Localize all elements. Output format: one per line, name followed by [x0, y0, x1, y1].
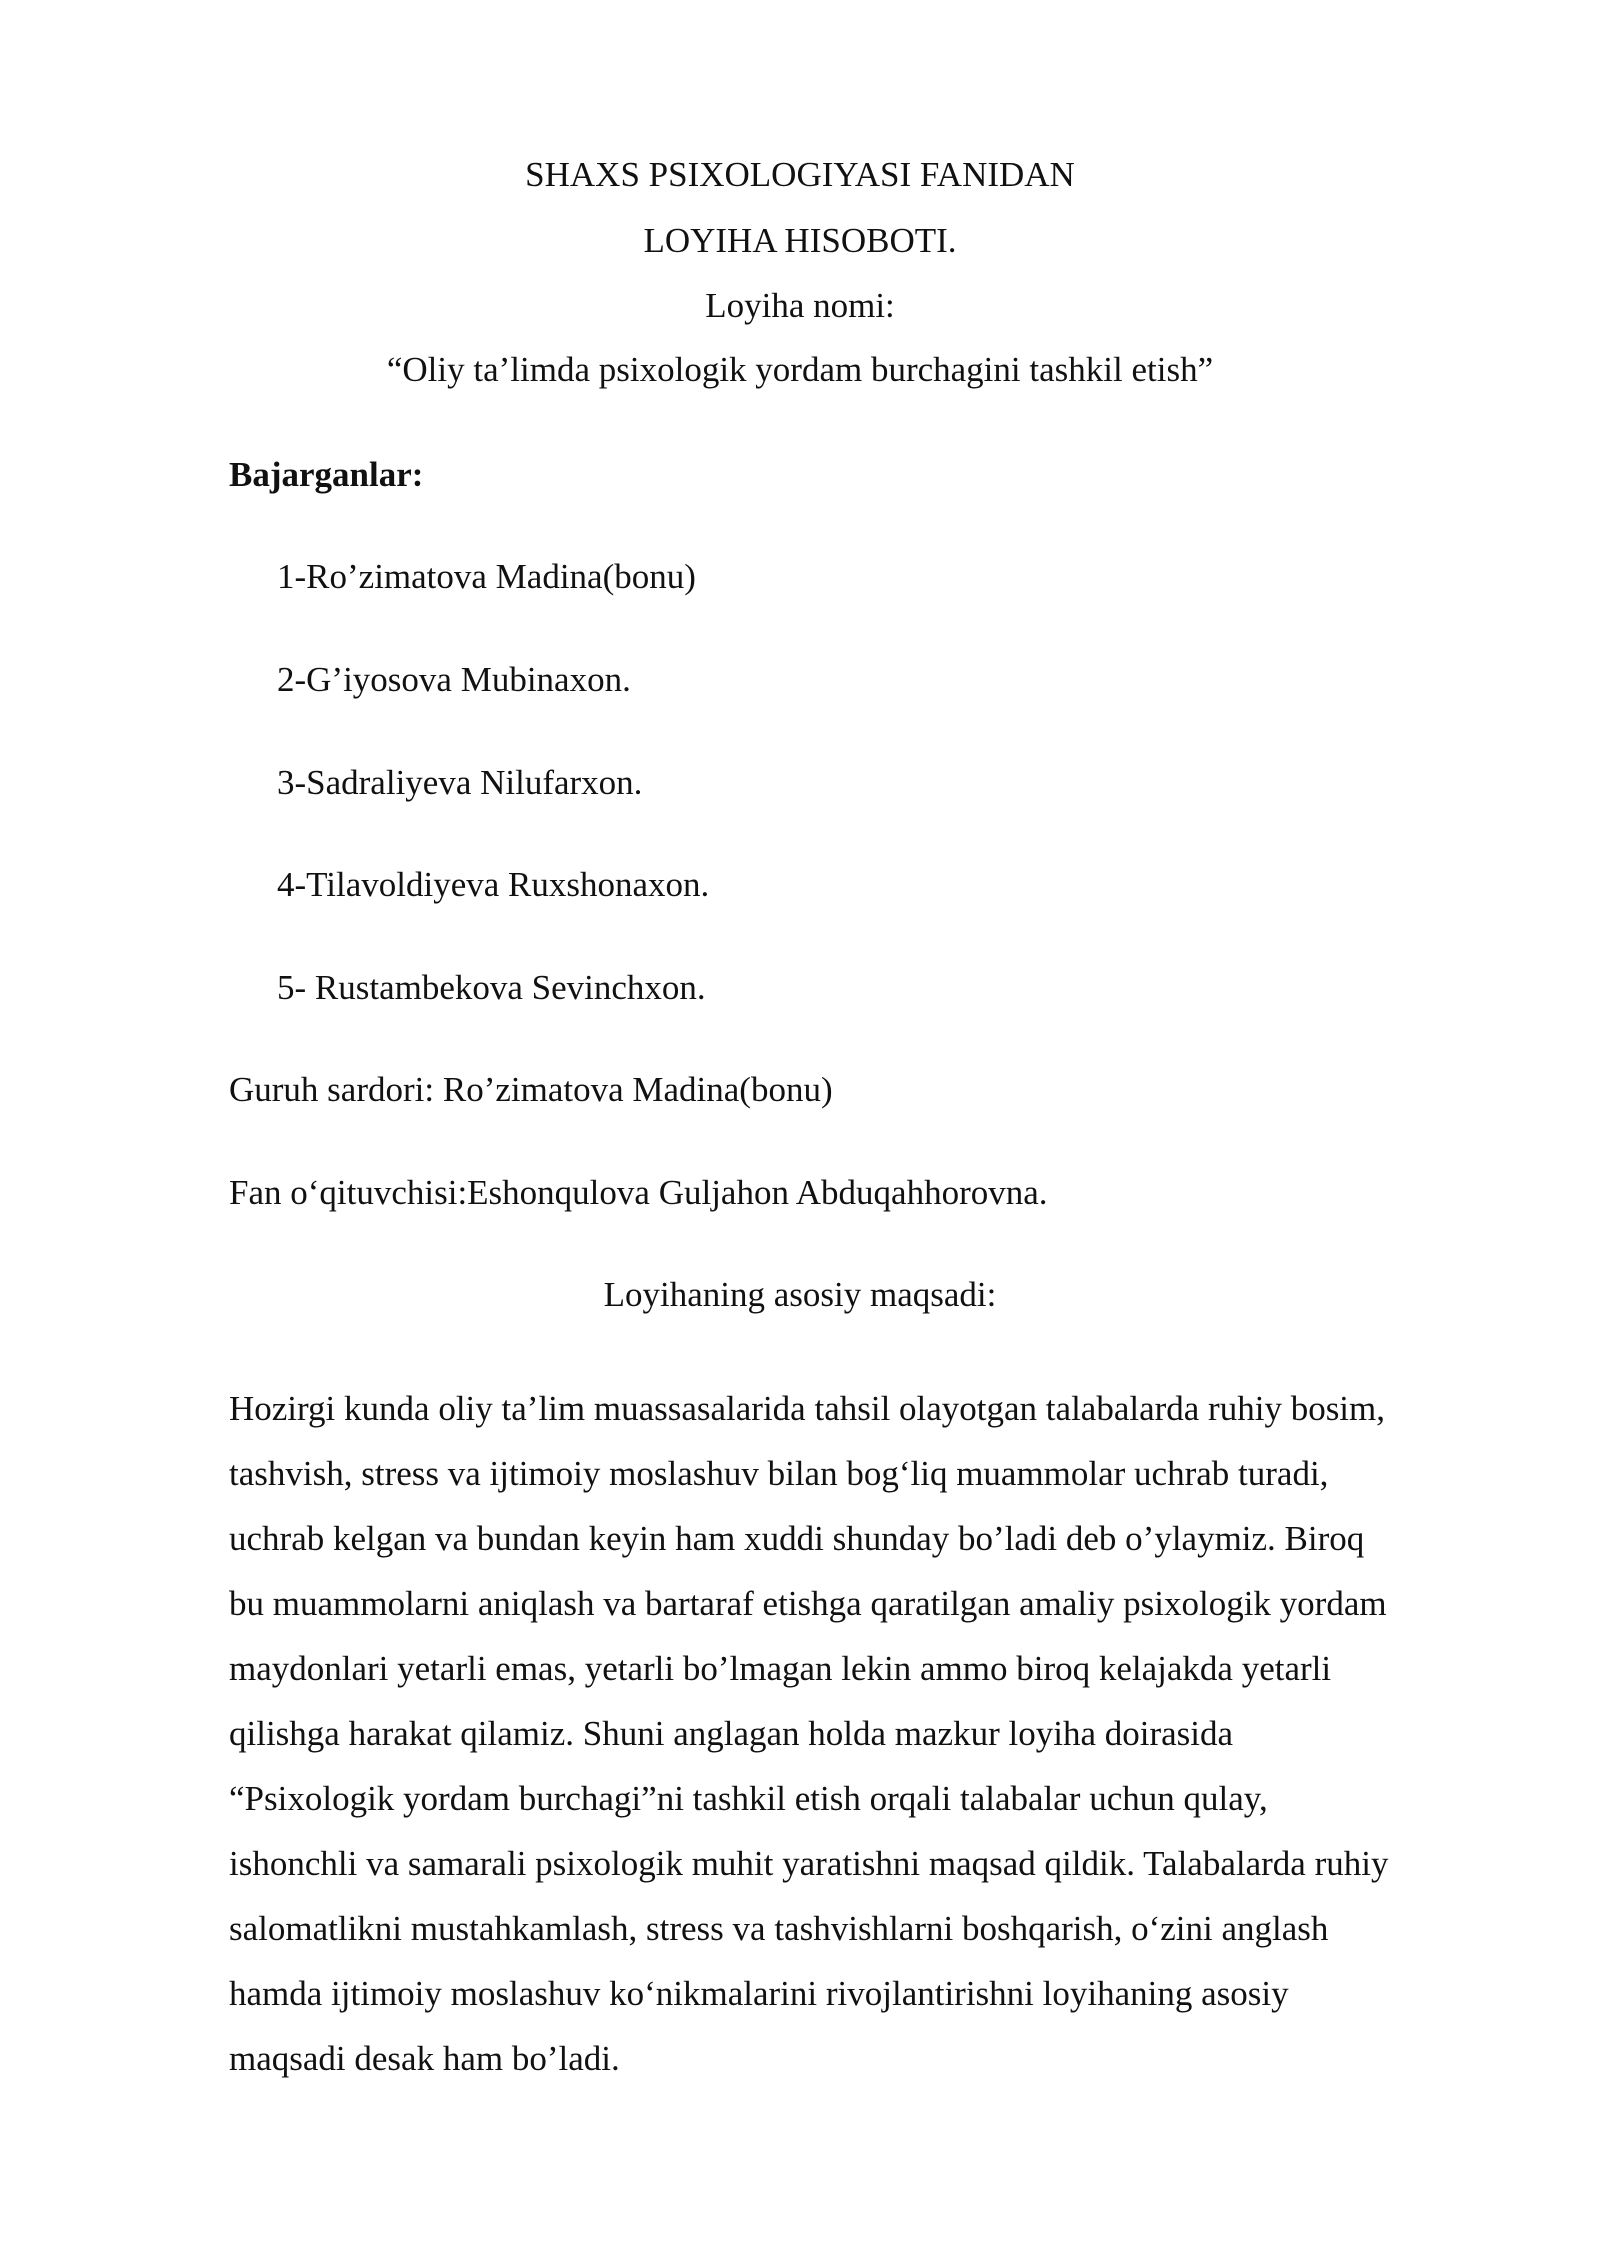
paragraph-line: qilishga harakat qilamiz. Shuni anglagan holda mazkur loyiha doirasida	[229, 1714, 1234, 1753]
paragraph-line: maydonlari yetarli emas, yetarli bo’lmagan lekin ammo biroq kelajakda yetarli	[229, 1649, 1332, 1688]
group-leader: Guruh sardori: Ro’zimatova Madina(bonu)	[229, 1070, 833, 1109]
executors-heading: Bajarganlar:	[229, 455, 424, 494]
paragraph-line: ishonchli va samarali psixologik muhit yaratishni maqsad qildik. Talabalarda ruhiy	[229, 1844, 1389, 1883]
paragraph-line: Hozirgi kunda oliy ta’lim muassasalarida tahsil olayotgan talabalarda ruhiy bosim,	[229, 1389, 1386, 1428]
teacher: Fan o‘qituvchisi:Eshonqulova Guljahon Abduqahhorovna.	[229, 1173, 1048, 1212]
project-label: Loyiha nomi:	[705, 286, 895, 325]
paragraph-line: hamda ijtimoiy moslashuv ko‘nikmalarini rivojlantirishni loyihaning asosiy	[229, 1974, 1289, 2013]
member-item: 3-Sadraliyeva Nilufarxon.	[277, 763, 643, 802]
paragraph-line: uchrab kelgan va bundan keyin ham xuddi shunday bo’ladi deb o’ylaymiz. Biroq	[229, 1519, 1365, 1558]
paragraph-line: “Psixologik yordam burchagi”ni tashkil etish orqali talabalar uchun qulay,	[229, 1779, 1268, 1818]
paragraph-line: maqsadi desak ham bo’ladi.	[229, 2039, 620, 2078]
project-name: “Oliy ta’limda psixologik yordam burchagini tashkil etish”	[386, 350, 1214, 389]
member-item: 4-Tilavoldiyeva Ruxshonaxon.	[277, 865, 710, 904]
goal-paragraph	[229, 1376, 1489, 2091]
goal-heading: Loyihaning asosiy maqsadi:	[603, 1275, 997, 1314]
member-item: 2-G’iyosova Mubinaxon.	[277, 660, 631, 699]
member-item: 5- Rustambekova Sevinchxon.	[277, 968, 706, 1007]
paragraph-line: tashvish, stress va ijtimoiy moslashuv bilan bog‘liq muammolar uchrab turadi,	[229, 1454, 1329, 1493]
title-line-1: SHAXS PSIXOLOGIYASI FANIDAN	[525, 155, 1075, 194]
paragraph-line: bu muammolarni aniqlash va bartaraf etishga qaratilgan amaliy psixologik yordam	[229, 1584, 1387, 1623]
member-item: 1-Ro’zimatova Madina(bonu)	[277, 557, 696, 596]
title-line-2: LOYIHA HISOBOTI.	[643, 221, 957, 260]
paragraph-line: salomatlikni mustahkamlash, stress va tashvishlarni boshqarish, o‘zini anglash	[229, 1909, 1329, 1948]
